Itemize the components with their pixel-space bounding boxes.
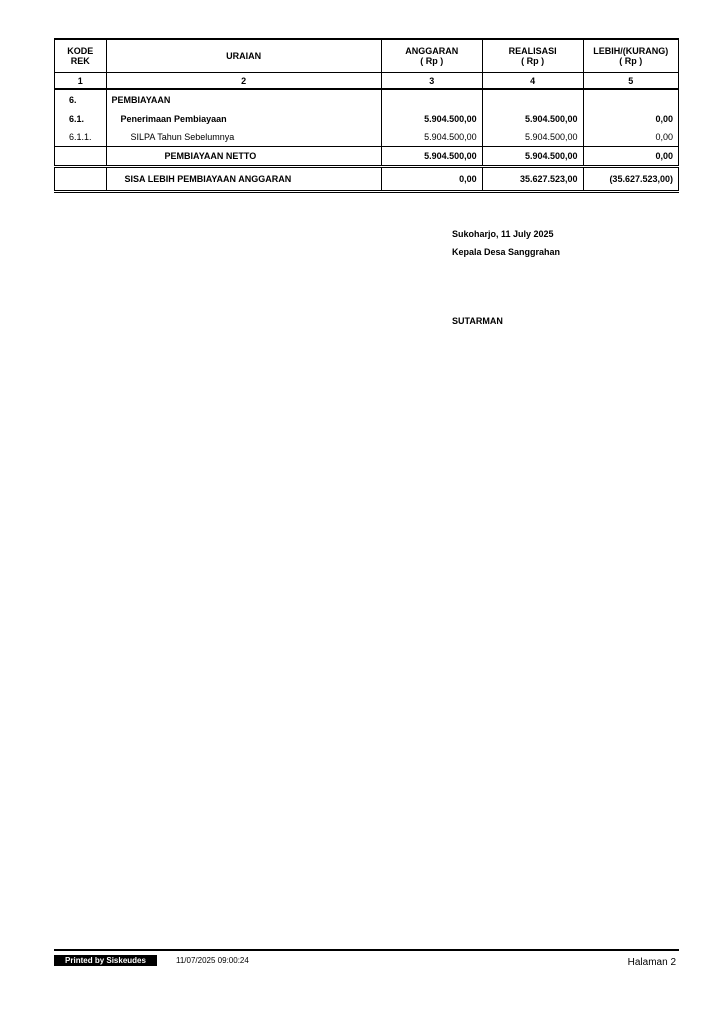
sisa-realisasi: 35.627.523,00: [482, 167, 583, 192]
realisasi-cell: 5.904.500,00: [482, 110, 583, 128]
net-realisasi: 5.904.500,00: [482, 147, 583, 167]
header-anggaran: [381, 39, 482, 73]
column-number: 4: [482, 73, 583, 90]
net-total-row: [55, 147, 679, 167]
anggaran-cell: [381, 89, 482, 110]
footer-divider: [54, 949, 679, 951]
column-number: 1: [55, 73, 107, 90]
table-row: [55, 110, 679, 128]
anggaran-cell: 5.904.500,00: [381, 128, 482, 147]
header-kode-rek: KODE REK: [55, 39, 107, 73]
print-timestamp: 11/07/2025 09:00:24: [176, 956, 249, 965]
column-number: 5: [583, 73, 678, 90]
lebih-cell: 0,00: [583, 128, 678, 147]
printed-by-badge: Printed by Siskeudes: [54, 955, 157, 966]
header-lebih-kurang-unit: ( Rp ): [619, 56, 643, 66]
sisa-anggaran: 0,00: [381, 167, 482, 192]
report-table: [54, 38, 679, 193]
sisa-total-row: [55, 167, 679, 192]
column-number: 3: [381, 73, 482, 90]
signature-name: SUTARMAN: [452, 316, 503, 326]
column-number: 2: [106, 73, 381, 90]
header-anggaran-label: ANGGARAN: [405, 46, 459, 56]
signature-place-date: Sukoharjo, 11 July 2025: [452, 229, 554, 239]
kode-cell: [55, 167, 107, 192]
uraian-cell: SILPA Tahun Sebelumnya: [106, 128, 381, 147]
kode-cell: 6.: [55, 89, 107, 110]
anggaran-cell: 5.904.500,00: [381, 110, 482, 128]
sisa-label: SISA LEBIH PEMBIAYAAN ANGGARAN: [106, 167, 381, 192]
header-anggaran-unit: ( Rp ): [420, 56, 444, 66]
header-realisasi: [482, 39, 583, 73]
lebih-cell: [583, 89, 678, 110]
net-label: PEMBIAYAAN NETTO: [106, 147, 381, 167]
uraian-cell: PEMBIAYAAN: [106, 89, 381, 110]
kode-cell: 6.1.: [55, 110, 107, 128]
table-row: [55, 128, 679, 147]
header-realisasi-label: REALISASI: [508, 46, 557, 56]
lebih-cell: 0,00: [583, 110, 678, 128]
page-number: Halaman 2: [627, 957, 676, 968]
header-realisasi-unit: ( Rp ): [521, 56, 545, 66]
header-lebih-kurang-label: LEBIH/(KURANG): [593, 46, 669, 56]
header-uraian: URAIAN: [106, 39, 381, 73]
realisasi-cell: 5.904.500,00: [482, 128, 583, 147]
header-lebih-kurang: [583, 39, 678, 73]
table-row: [55, 89, 679, 110]
net-anggaran: 5.904.500,00: [381, 147, 482, 167]
realisasi-cell: [482, 89, 583, 110]
column-number-row: [55, 73, 679, 90]
sisa-lebih: (35.627.523,00): [583, 167, 678, 192]
net-lebih: 0,00: [583, 147, 678, 167]
table-header-row: [55, 39, 679, 73]
kode-cell: [55, 147, 107, 167]
uraian-cell: Penerimaan Pembiayaan: [106, 110, 381, 128]
kode-cell: 6.1.1.: [55, 128, 107, 147]
signature-position: Kepala Desa Sanggrahan: [452, 247, 561, 257]
